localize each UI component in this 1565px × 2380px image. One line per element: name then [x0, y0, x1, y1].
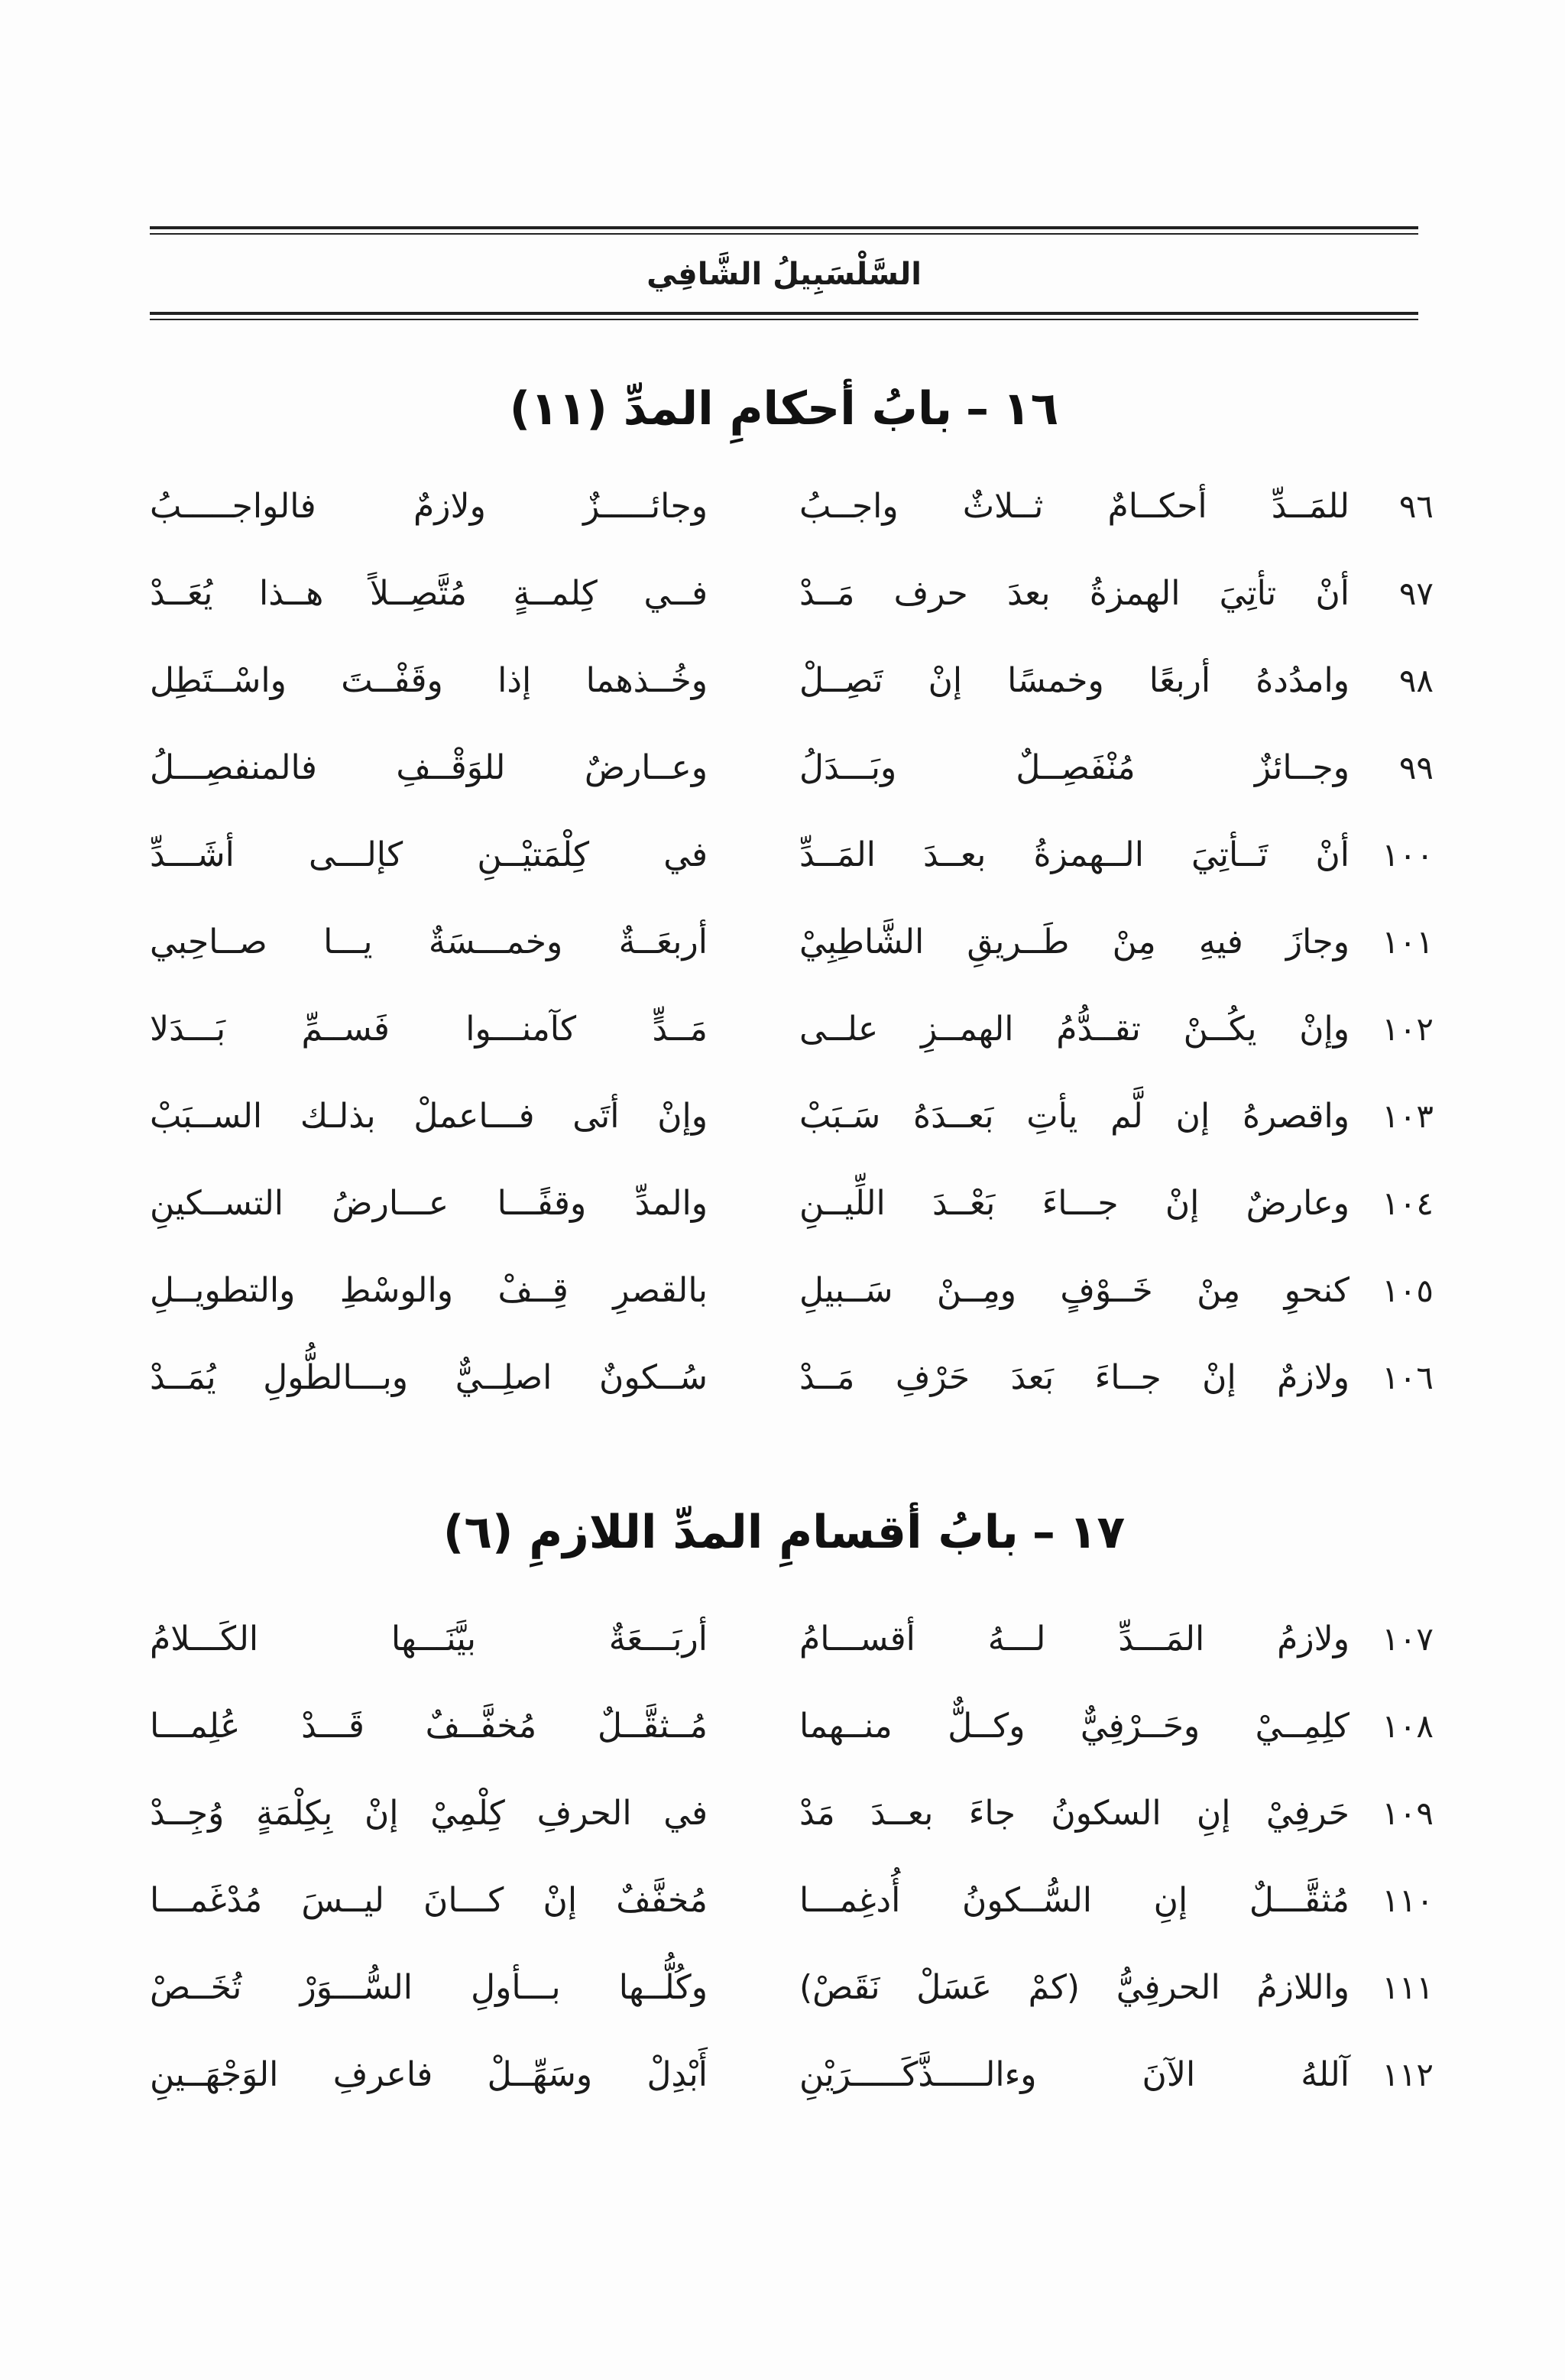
verse-row [150, 1264, 1434, 1351]
verse-second-hemistich: بالقصرِ قِــفْ والوسْطِ والتطويــلِ [150, 1271, 708, 1310]
verse-first-hemistich: حَرفِيْ إنِ السكونُ جاءَ بعــدَ مَدْ [799, 1794, 1350, 1833]
running-title: السَّلْسَبِيلُ الشَّافِي [646, 257, 922, 292]
verse-second-hemistich: وعــارضٌ للوَقْــفِ فالمنفصِـــلُ [150, 748, 708, 787]
chapter-number: ١٧ [1068, 1506, 1126, 1559]
verse-list [150, 480, 1434, 1438]
verse-row [150, 567, 1434, 654]
verse-row [150, 1003, 1434, 1090]
verse-row [150, 2048, 1434, 2135]
verse-number: ١٠٨ [1382, 1707, 1434, 1745]
verse-number: ١٠٦ [1382, 1359, 1434, 1396]
verse-first-hemistich: وجازَ فيهِ مِنْ طَــريقِ الشَّاطِبِيْ [799, 922, 1350, 961]
header-bottom-rule [150, 312, 1418, 324]
verse-row [150, 1874, 1434, 1961]
verse-second-hemistich: مَــدٍّ كآمنـــوا فَســمِّ بَـــدَلا [150, 1010, 708, 1049]
verse-first-hemistich: مُثقَّـــلٌ إنِ السُّــكونُ أُدغِمـــا [799, 1881, 1350, 1920]
chapter-heading: بابُ أقسامِ المدِّ اللازمِ (٦) [442, 1506, 1019, 1559]
verse-second-hemistich: فــي كِلمــةٍ مُتَّصِــلاً هــذا يُعَــدْ [150, 574, 708, 613]
verse-row [150, 1961, 1434, 2048]
chapter-title [150, 1506, 1418, 1559]
verse-row [150, 1351, 1434, 1438]
verse-row [150, 1700, 1434, 1787]
verse-number: ١١٠ [1382, 1882, 1434, 1919]
verse-second-hemistich: أربعَــةٌ وخمـــسَةٌ يـــا صــاحِبي [150, 922, 708, 961]
verse-row [150, 480, 1434, 567]
chapter-heading: بابُ أحكامِ المدِّ (١١) [509, 382, 953, 436]
verse-number: ١١٢ [1382, 2056, 1434, 2093]
verse-row [150, 741, 1434, 828]
verse-first-hemistich: آللهُ الآنَ وءالـــــذَّكَـــــرَيْنِ [799, 2055, 1350, 2094]
verse-number: ١٠٠ [1382, 836, 1434, 874]
verse-second-hemistich: والمدِّ وقفًـــا عـــارضُ التســكينِ [150, 1184, 708, 1223]
verse-number: ١٠٥ [1382, 1272, 1434, 1309]
verse-row [150, 654, 1434, 741]
verse-second-hemistich: وجائـــــزٌ ولازمٌ فالواجـــــبُ [150, 487, 708, 526]
chapter-dash: – [966, 382, 990, 436]
chapter-number: ١٦ [1003, 382, 1059, 436]
verse-number: ٩٩ [1398, 749, 1434, 786]
verse-second-hemistich: سُــكونٌ اصلِــيٌّ وبـــالطُّولِ يُمَــدْ [150, 1358, 708, 1397]
verse-number: ٩٨ [1398, 662, 1434, 699]
verse-second-hemistich: في كِلْمَتيْــنِ كإلـــى أشَـــدِّ [150, 835, 708, 874]
verse-second-hemistich: مُخفَّفٌ إنْ كـــانَ ليــسَ مُدْغَمـــا [150, 1881, 708, 1920]
verse-number: ١٠٤ [1382, 1185, 1434, 1222]
chapter-title [150, 382, 1418, 436]
verse-row [150, 1787, 1434, 1874]
verse-first-hemistich: للمَــدِّ أحكــامٌ ثــلاثٌ واجــبُ [799, 487, 1350, 526]
verse-number: ١٠٣ [1382, 1098, 1434, 1135]
verse-row [150, 1177, 1434, 1264]
verse-first-hemistich: كنحوِ مِنْ خَــوْفٍ ومِــنْ سَــبيلِ [799, 1271, 1350, 1310]
verse-first-hemistich: أنْ تأتِيَ الهمزةُ بعدَ حرف مَــدْ [799, 574, 1350, 613]
verse-first-hemistich: واقصرهُ إن لَّم يأتِ بَعــدَهُ سَـبَبْ [799, 1097, 1350, 1136]
verse-first-hemistich: وجــائزٌ مُنْفَصِــلٌ وبَـــدَلُ [799, 748, 1350, 787]
verse-second-hemistich: مُــثقَّــلٌ مُخفَّــفٌ قَـــدْ عُلِمـــا [150, 1707, 708, 1746]
verse-second-hemistich: وكُلُّــها بـــأولِ السُّـــوَرْ تُخَــصْ [150, 1968, 708, 2007]
verse-first-hemistich: أنْ تَــأتِيَ الــهمزةُ بعــدَ المَــدِّ [799, 835, 1350, 874]
verse-first-hemistich: وامدُدهُ أربعًا وخمسًا إنْ تَصِــلْ [799, 661, 1350, 700]
verse-second-hemistich: في الحرفِ كِلْمِيْ إنْ بِكِلْمَةٍ وُجِــدْ [150, 1794, 708, 1833]
verse-first-hemistich: كلِمِــيْ وحَــرْفِيٌّ وكــلٌّ منــهما [799, 1707, 1350, 1746]
verse-first-hemistich: ولازمُ المَـــدِّ لـــهُ أقســـامُ [799, 1620, 1350, 1659]
verse-number: ٩٧ [1398, 575, 1434, 612]
page-header [150, 226, 1418, 326]
verse-first-hemistich: وإنْ يكُــنْ تقــدُّمُ الهمــزِ علــى [799, 1010, 1350, 1049]
verse-number: ١٠٢ [1382, 1010, 1434, 1048]
chapter-dash: – [1032, 1506, 1055, 1559]
verse-first-hemistich: وعارضٌ إنْ جـــاءَ بَعْــدَ اللِّيــنِ [799, 1184, 1350, 1223]
verse-number: ١٠٧ [1382, 1620, 1434, 1658]
verse-first-hemistich: واللازمُ الحرفِيُّ (كمْ عَسَلْ نَقَصْ) [799, 1968, 1350, 2007]
verse-second-hemistich: أَبْدِلْ وسَهِّــلْ فاعرفِ الوَجْهَــينِ [150, 2055, 708, 2094]
verse-row [150, 1090, 1434, 1177]
verse-second-hemistich: وخُــذهما إذا وقَفْــتَ واسْــتَطِل [150, 661, 708, 700]
verse-row [150, 828, 1434, 916]
verse-second-hemistich: وإنْ أتَى فـــاعملْ بذلـك الســبَبْ [150, 1097, 708, 1136]
verse-number: ١٠٩ [1382, 1795, 1434, 1832]
verse-row [150, 916, 1434, 1003]
verse-first-hemistich: ولازمٌ إنْ جــاءَ بَعدَ حَرْفِ مَــدْ [799, 1358, 1350, 1397]
verse-number: ١١١ [1382, 1969, 1434, 2006]
verse-row [150, 1613, 1434, 1700]
verse-list [150, 1613, 1434, 2135]
verse-second-hemistich: أربَـــعَةٌ بيَّنَـــها الكَـــلامُ [150, 1620, 708, 1659]
verse-number: ٩٦ [1398, 488, 1434, 525]
header-top-rule [150, 226, 1418, 238]
verse-number: ١٠١ [1382, 923, 1434, 961]
